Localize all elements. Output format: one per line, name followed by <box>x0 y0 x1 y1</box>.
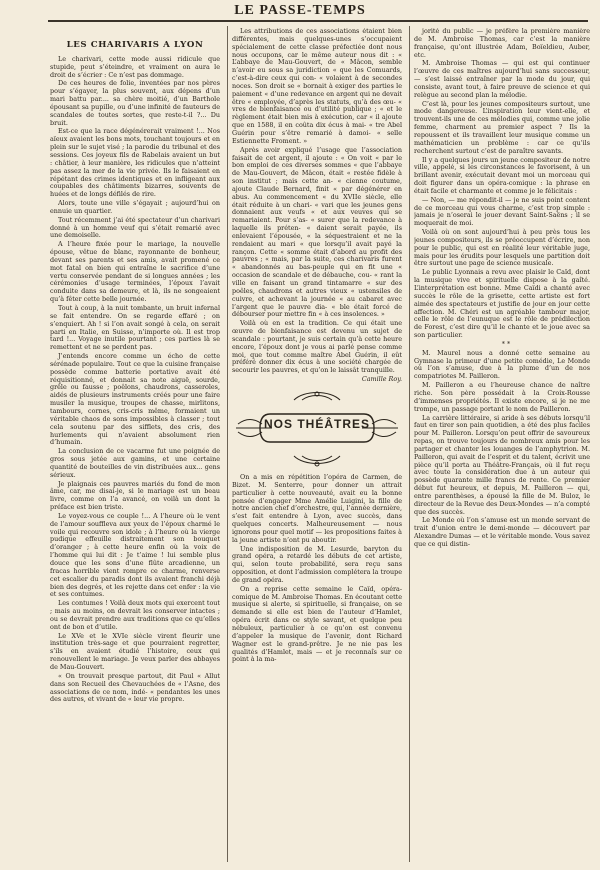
article-paragraph: La conclusion de ce vacarme fut une poignée de gros sous jetée aux gamins, et une certaine quantité de bouteilles de vin distribuées aux... gens sérieux. <box>50 447 220 479</box>
column-divider <box>409 26 410 862</box>
header-rule <box>48 20 588 22</box>
article-paragraph: C’est là, pour les jeunes compositeurs surtout, une mode dangereuse. L’inspiration leur vient-elle, et trouvent-ils une de ces mélodies qui, comme une jolie femme, charment au premier aspect ? Ils la repoussent et ils travaillent leur musique comme un mathématicien un problème : car ce qu’ils recherchent surtout c’est de paraître savants. <box>414 99 590 155</box>
article-paragraph: M. Maurel nous a donné cette semaine au Gymnase la primeur d’une petite comédie, Le Monde où l’on s’amuse, due à la plume d’un de nos compatriotes M. Pailleron. <box>414 348 590 381</box>
article-paragraph: Il y a quelques jours un jeune compositeur de notre ville, appelé, si les circonstances le favorisent, à un brillant avenir, exécutait devant moi un morceau qui doit figurer dans un opéra-comique : la phrase en était facile et charmante et comme je le félicitais : <box>414 155 590 195</box>
article-signature: Camille Roy. <box>361 375 402 384</box>
article-paragraph: De ces heures de folie, inventées par nos pères pour s’égayer, la plus souvent, aux dépens d’un mari battu par.... sa chère moitié, d’un Barthole épousant sa pupille, ou d’une infinité de fauteurs de scandales de toutes sortes, que reste-t-il ?... Du bruit. <box>50 79 220 127</box>
article-paragraph: A l’heure fixée pour le mariage, la nouvelle épouse, vêtue de blanc, rayonnante de bonheur, devant ses parents et ses amis, avait promené ce mot fatal on bien qui entraîne le sacrifice d’une vertu conservée pendant de si longues années ; les cérémonies d’usage terminées, l’époux l’avait conduite dans sa demeure, et là, ils ne songeaient qu’à fêter cette belle journée. <box>50 240 220 304</box>
section-title: NOS THÉÂTRES <box>263 416 370 431</box>
section-header-ornament <box>232 388 402 470</box>
article-paragraph: Le XVe et le XVIe siècle virent fleurir une institution très-sage et que pourraient regretter, s’ils en avaient étudié l’histoire, ceux qui renouvellent le mariage. Je veux parler des abbayes de Mau-Gouvert. <box>50 631 220 671</box>
column-2 <box>232 28 402 863</box>
article-paragraph: Le voyez-vous ce couple !... A l’heure où le vent de l’amour souffleva aux yeux de l’époux charmé le voile qui recouvre son idole ; à l’heure où la vierge pudique effeuille distraitement son bouquet d’oranger ; à cette heure enfin où la voix de l’homme qui lui dit : Je t’aime ! lui semble plus douce que les sons d’une flûte arcadienne, un fracas horrible vient rompre ce charme, renverse cet escalier du paradis dont ils avaient franchi déjà bien des degrés, et les rejette dans cet enfer : la vie et ses contumes. <box>50 511 220 599</box>
article-paragraph: — Non, — me répondit-il — je ne suis point content de ce morceau qui vous charme, c’est trop simple : jamais je n’oserai le jouer devant Saint-Saëns ; il se moquerait de moi. <box>414 195 590 228</box>
article-paragraph: Je plaignais ces pauvres mariés du fond de mon âme, car, me disai-je, si le mariage est un beau livre, comme on l’a avancé, on voilà un dont la préface est bien triste. <box>50 479 220 512</box>
masthead: LE PASSE-TEMPS <box>234 3 366 18</box>
article-paragraph: jorité du public — je préfère la première manière de M. Ambroise Thomas, car c’est la manière française, qu’ont illustrée Adam, Boïeldieu, Auber, etc. <box>414 28 590 59</box>
article-title: LES CHARIVARIS A LYON <box>66 40 204 50</box>
article-paragraph: On a mis en répétition l’opéra de Carmen, de Bizet. M. Senterre, pour donner un attrait particulier à cette nouveauté, avait eu la bonne pensée d’engager Mme Amélie Luigini, la fille de notre ancien chef d’orchestre, qui, l’année dernière, s’est fait entendre à Lyon, avec succès, dans quelques concerts. Malheureusement — nous ignorons pour quel motif — les propositions faites à la jeune artiste n’ont pu aboutir. <box>232 472 402 544</box>
column-divider <box>227 26 228 862</box>
article-paragraph: La carrière littéraire, si aride à ses débuts lorsqu’il faut en tirer son pain quotidien, a été des plus faciles pour M. Pailleron. Lorsqu’on peut offrir de savoureux repas, on trouve toujours de nombreux amis pour les partager et chanter les louanges de l’amphytrion. M. Pailleron, qui avait de l’esprit et du talent, écrivit une pièce qu’il porta au Théâtre-Français, où il fut reçu avec toute la considération due à un auteur qui possède quarante mille francs de rente. Ce premier début fut heureux, et depuis, M. Pailleron — qui, entre parenthèses, a épousé la fille de M. Buloz, le directeur de la Revue des Deux-Mondes — n’a compté que des succès. <box>414 413 590 516</box>
article-paragraph: Le public Lyonnais a revu avec plaisir le Caïd, dont la musique vive et spirituelle dispose à la gaîté. L’interprétation est bonne. Mme Caïdi a chanté avec succès le rôle de la grisette, cette artiste est fort aimée des spectateurs et justifie de jour en jour cette affection. M. Chéri est un agréable tambour major, celle le rôle de l’eunuque est le rôle de prédilection de Forest, c’est dire qu’il le chante et le joue avec sa son particulier. <box>414 268 590 340</box>
article-paragraph: Les contumes ! Voilà deux mots qui exercent tout ; mais au moins, on devrait les conserver intactes ; ou se devrait prendre aux traditions que ce qu’elles ont de bon et d’utile. <box>50 599 220 631</box>
article-paragraph: Voilà où en est la tradition. Ce qui était une œuvre de bienfaisance est devenu un sujet de scandale : pourtant, je suis certain qu’à cette heure encore, l’époux dont je vous ai parlé pense comme moi, que tout comme maître Abel Guérin, il eût préféré donner dix écus à une société chargée de secourir les pauvres, et qu’on le laissât tranquille. <box>232 319 402 375</box>
section-separator: * * <box>501 339 511 348</box>
article-paragraph: Les attributions de ces associations étaient bien différentes, mais quelques-unes s’occupaient spécialement de cette classe préfectiée dont nous nous occupons, car le même auteur nous dit : « L’abbaye de Mau-Gouvert, de « Mâcon, semble n’avoir eu sous sa juridiction « que les Comuards, c’est-à-dire ceux qui con- « volaient à de secondes noces. Son droit se « bornait à exiger des parties le paiement « d’une redevance en argent qui ne devait être « employée, d’après les statuts, qu’à des œu- « vres de bienfaisance ou d’utilité publique ; « et le règlement était bien mis à exécution, car « il ajoute que en 1588, il en coûta dix écus à mai- « tre Abel Guérin pour s’être remarié à damoi- « selle Estiennette Froment. » <box>232 28 402 145</box>
article-paragraph: Après avoir expliqué l’usage que l’association faisait de cet argent, il ajoute : « On voit « par le bon emploi de ces diverses sommes « que l’abbaye de Mau-Gouvert, de Mâcon, était « restée fidèle à son institut ; mais cette an- « cienne coutume, ajoute Claude Bernard, finit « par dégénérer en abus. Au commencement « du XVIIe siècle, elle était réduite à un chari- « vari que les jeunes gens donnaient aux veufs « et aux veuves qui se remariaient. Pour s’as- « surer que la redevance à laquelle ils préten- « daient serait payée, ils enlevaient l’épousée, « la séquestraient et ne la rendaient au mari « que lorsqu’il avait payé la rançon. Cette « somme était d’abord au profit des pauvres ; « mais, par la suite, ces charivaris furent « abandonnés au bas-peuple qui en fit une « occasion de scandale et de débauche, cou- « rant la ville en faisant un grand tintamarre « sur des poêles, chaudrons et autres vieux « ustensiles de cuivre, et achevant la journée « au cabaret avec l’argent que le pauvre dia- « ble était forcé de débourser pour mettre fin « à ces insolences. » <box>232 145 402 319</box>
article-paragraph: On a reprise cette semaine le Caïd, opéra-comique de M. Ambroise Thomas. En écoutant cette musique si alerte, si spirituelle, si française, on se demande si elle est bien de l’auteur d’Hamlet, opéra écrit dans ce style savant, et quelque peu nébuleux, particulier à ce qu’on est convenu d’appeler la musique de l’avenir, dont Richard Wagner est le grand-prêtre. Je ne nie pas les qualités d’Hamlet, mais — et je reconnaîs sur ce point à la ma- <box>232 584 402 664</box>
article-paragraph: Tout à coup, à la nuit tombante, un bruit infernal se fait entendre. On se regarde effaré ; on s’enquiert. Ah ! si l’on avait songé à cela, on serait parti en Italie, en Suisse, n’importe où. Il est trop tard !... Voyage inutile pourtant ; ces parties là se remettent et ne se perdent pas. <box>50 304 220 352</box>
article-paragraph: Voilà où on sont aujourd’hui à peu près tous les jeunes compositeurs, ils se préoccupent d’écrire, non pour le public, qui est en réalité leur véritable juge, mais pour les érudits pour lesquels une partition doit être surtout une page de science musicale. <box>414 228 590 268</box>
column-3 <box>414 28 590 863</box>
article-paragraph: Tout récemment j’ai été spectateur d’un charivari donné à un homme veuf qui s’était remarié avec une demoiselle. <box>50 215 220 240</box>
article-paragraph: M. Pailleron a eu l’heureuse chance de naître riche. Son père possédait à la Croix-Rousse d’immenses propriétés. Il existe encore, si je ne me trompe, un passage portant le nom de Pailleron. <box>414 381 590 413</box>
article-paragraph: Alors, toute une ville s’égayait ; aujourd’hui on ennuie un quartier. <box>50 199 220 215</box>
article-paragraph: Est-ce que la race dégénérerait vraiment !... Nos aïeux avaient les bons mots, touchant toujours et en plein sur le sujet visé ; la parodie du tribunal et des sessions. Ces joyeux fils de Rabelais avaient un but : châtier, à leur manière, les ridicules que n’atteint pas assez la mer de la vie privée. Ils le faisaient en répétant des crimes identiques et en infligeant aux coupables des châtiments bizarres, souvents de huées et de longs défilés de rire. <box>50 127 220 199</box>
article-paragraph: Le Monde où l’on s’amuse est un monde servant de trait d’union entre le demi-monde — découvert par Alexandre Dumas — et le véritable monde. Vous savez que ce qui distin- <box>414 516 590 548</box>
article-paragraph: M. Ambroise Thomas — qui est qui continuer l’œuvre de ces maîtres aujourd’hui sans successeur, — s’est laissé entraîner par la mode du jour, qui consiste, avant tout, à faire preuve de science et qui relègue au second plan la mélodie. <box>414 59 590 99</box>
column-1 <box>50 28 220 863</box>
article-paragraph: Le charivari, cette mode aussi ridicule que stupide, peut s’éteindre, et vraiment on aura le droit de s’écrier : Ce n’est pas dommage. <box>50 54 220 79</box>
article-paragraph: Une indisposition de M. Lesurde, baryton du grand opéra, a retardé les débuts de cet artiste, qui, selon toute probabilité, sera reçu sans opposition, et dont l’admission complétera la troupe de grand opéra. <box>232 544 402 584</box>
article-paragraph: « On trouvait presque partout, dit Paul « Allut dans son Recueil des Chevauchées de « l’Asne, des associations de ce nom, indé- « pendantes les unes des autres, et vivant de « leur vie propre. <box>50 671 220 704</box>
article-paragraph: J’entends encore comme un écho de cette sérénade populaire. Tout ce que la cuisine française possède comme batterie portative avait été réquisitionné, et donnait sa note aiguë, sourde, grêle ou fausse ; poêlons, chaudrons, casseroles, aidés de plusieurs instruments créés pour une faire musiler la musique, troupes de chasse, mirlitons, tambours, cornes, cris-cris même, formaient un véritable chaos de sons impossibles à classer ; tout cela soutenu par des sifflets, des cris, des hurlements qui n’avaient absolument rien d’humain. <box>50 352 220 447</box>
